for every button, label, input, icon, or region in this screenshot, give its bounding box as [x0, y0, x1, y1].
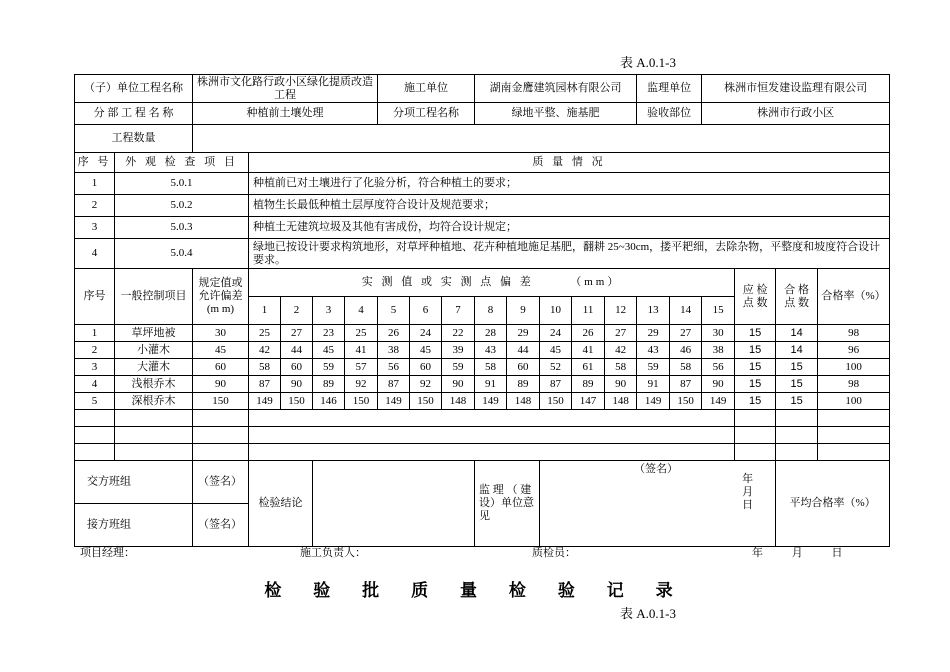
measure-row-no: 3	[75, 359, 115, 376]
footer	[80, 544, 870, 558]
measure-col-item: 一般控制项目	[115, 269, 193, 325]
measure-row-rate: 98	[818, 376, 890, 393]
appearance-col-no: 序 号	[75, 153, 115, 173]
date-day: 日	[742, 499, 754, 511]
handover-sign-cell	[193, 461, 249, 504]
avg-rate-label: 平均合格率（%）	[776, 461, 890, 547]
measured-value: 56	[702, 359, 735, 376]
measured-value: 45	[410, 342, 442, 359]
measure-row-no: 4	[75, 376, 115, 393]
measure-row-tolerance: 90	[193, 376, 249, 393]
point-no: 3	[313, 297, 345, 325]
measure-row-rate: 100	[818, 393, 890, 410]
acceptance-value: 株洲市行政小区	[702, 103, 890, 125]
technical-lead-label: 施工负责人：	[300, 547, 366, 559]
measured-value: 87	[540, 376, 572, 393]
measure-row-tolerance: 45	[193, 342, 249, 359]
measured-value: 92	[345, 376, 378, 393]
subitem-value: 绿地平整、施基肥	[475, 103, 637, 125]
measured-value: 91	[637, 376, 670, 393]
measure-row-item: 大灌木	[115, 359, 193, 376]
measure-row-no: 1	[75, 325, 115, 342]
point-no: 7	[442, 297, 475, 325]
measured-value: 87	[378, 376, 410, 393]
measured-value: 25	[345, 325, 378, 342]
supervisor-sign-date	[742, 473, 775, 512]
measured-value: 41	[345, 342, 378, 359]
measure-row-passed: 14	[776, 325, 818, 342]
appearance-col-item: 外 观 检 查 项 目	[115, 153, 249, 173]
subitem-label: 分项工程名称	[378, 103, 475, 125]
supervisor-opinion-cell	[540, 461, 776, 547]
measured-value: 38	[378, 342, 410, 359]
measured-value: 57	[345, 359, 378, 376]
measured-value: 23	[313, 325, 345, 342]
measure-row	[75, 359, 890, 376]
measure-row-tolerance: 150	[193, 393, 249, 410]
measured-value: 148	[507, 393, 540, 410]
division-label: 分 部 工 程 名 称	[75, 103, 193, 125]
measure-row-checked: 15	[735, 393, 776, 410]
measured-value: 39	[442, 342, 475, 359]
date-month: 月	[742, 486, 754, 498]
point-no: 9	[507, 297, 540, 325]
supervisor-value: 株洲市恒发建设监理有限公司	[702, 75, 890, 103]
measured-value: 24	[540, 325, 572, 342]
form-code: 表 A.0.1-3	[620, 606, 676, 621]
measured-value: 46	[670, 342, 702, 359]
quality-inspector-label: 质检员：	[532, 547, 576, 559]
measured-value: 90	[605, 376, 637, 393]
measure-row-checked: 15	[735, 342, 776, 359]
conclusion-value	[313, 461, 475, 547]
measured-value: 60	[507, 359, 540, 376]
appearance-row-no: 2	[75, 195, 115, 217]
measured-value: 90	[442, 376, 475, 393]
unit-project-label: （子）单位工程名称	[75, 75, 193, 103]
measured-value: 42	[249, 342, 281, 359]
division-value: 种植前土壤处理	[193, 103, 378, 125]
point-no: 4	[345, 297, 378, 325]
measured-value: 25	[249, 325, 281, 342]
point-no: 13	[637, 297, 670, 325]
point-no: 1	[249, 297, 281, 325]
measure-row-tolerance: 60	[193, 359, 249, 376]
point-no: 5	[378, 297, 410, 325]
measured-value: 42	[605, 342, 637, 359]
constructor-value: 湖南金鹰建筑园林有限公司	[475, 75, 637, 103]
measure-row-item: 深根乔木	[115, 393, 193, 410]
measured-value: 27	[605, 325, 637, 342]
appearance-row-no: 3	[75, 217, 115, 239]
handover-team-cell	[75, 461, 193, 504]
measured-value: 60	[410, 359, 442, 376]
appearance-row-item: 5.0.1	[115, 173, 249, 195]
measured-value: 43	[637, 342, 670, 359]
measured-value: 22	[442, 325, 475, 342]
measured-value: 59	[637, 359, 670, 376]
measured-value: 90	[281, 376, 313, 393]
measured-value: 150	[281, 393, 313, 410]
point-no: 8	[475, 297, 507, 325]
measured-value: 58	[605, 359, 637, 376]
supervisor-opinion-label: 监 理 （ 建 设）单位意见	[475, 461, 540, 547]
measured-value: 43	[475, 342, 507, 359]
measured-value: 148	[605, 393, 637, 410]
handover-sign-mark: （签名）	[198, 475, 242, 488]
unit-project-value: 株洲市文化路行政小区绿化提质改造工程	[193, 75, 378, 103]
measure-col-rate: 合格率（%）	[818, 269, 890, 325]
measured-value: 38	[702, 342, 735, 359]
measured-value: 150	[670, 393, 702, 410]
measured-value: 89	[572, 376, 605, 393]
measured-value: 146	[313, 393, 345, 410]
measure-row-item: 草坪地被	[115, 325, 193, 342]
measured-value: 61	[572, 359, 605, 376]
point-no: 12	[605, 297, 637, 325]
appearance-row-quality: 种植土无建筑垃圾及其他有害成份，均符合设计规定；	[249, 217, 890, 239]
receiver-team-label: 接方班组	[87, 518, 131, 531]
receiver-sign-mark: （签名）	[198, 518, 242, 531]
appearance-row-no: 1	[75, 173, 115, 195]
empty-row	[75, 427, 890, 444]
point-no: 6	[410, 297, 442, 325]
measured-value: 26	[572, 325, 605, 342]
measured-value: 24	[410, 325, 442, 342]
measure-row	[75, 342, 890, 359]
measured-value: 28	[475, 325, 507, 342]
measured-value: 89	[313, 376, 345, 393]
measured-value: 147	[572, 393, 605, 410]
quantity-label: 工程数量	[75, 125, 193, 153]
measure-row-passed: 15	[776, 393, 818, 410]
acceptance-label: 验收部位	[637, 103, 702, 125]
measured-value: 52	[540, 359, 572, 376]
measure-col-deviation: 实 测 值 或 实 测 点 偏 差 （mm）	[249, 269, 735, 297]
appearance-row-item: 5.0.3	[115, 217, 249, 239]
measured-value: 29	[507, 325, 540, 342]
measured-value: 149	[637, 393, 670, 410]
measured-value: 90	[702, 376, 735, 393]
measure-row-passed: 15	[776, 376, 818, 393]
measure-row-checked: 15	[735, 376, 776, 393]
measured-value: 59	[442, 359, 475, 376]
measure-row-item: 小灌木	[115, 342, 193, 359]
measure-row-checked: 15	[735, 359, 776, 376]
measured-value: 91	[475, 376, 507, 393]
measured-value: 58	[670, 359, 702, 376]
measure-row-no: 5	[75, 393, 115, 410]
quantity-value	[193, 125, 890, 153]
appearance-row-no: 4	[75, 239, 115, 269]
measure-row-item: 浅根乔木	[115, 376, 193, 393]
measure-col-tolerance: 规定值或允许偏差(m m)	[193, 269, 249, 325]
measured-value: 89	[507, 376, 540, 393]
appearance-row-quality: 种植前已对土壤进行了化验分析，符合种植土的要求；	[249, 173, 890, 195]
measure-row	[75, 393, 890, 410]
empty-row	[75, 410, 890, 427]
date-year: 年	[742, 473, 754, 485]
measured-value: 60	[281, 359, 313, 376]
measure-row-rate: 100	[818, 359, 890, 376]
measured-value: 58	[475, 359, 507, 376]
project-manager-label: 项目经理：	[80, 547, 135, 559]
measured-value: 56	[378, 359, 410, 376]
inspection-record-table	[74, 74, 890, 547]
measure-row-checked: 15	[735, 325, 776, 342]
form-code: 表 A.0.1-3	[620, 55, 676, 70]
measured-value: 45	[313, 342, 345, 359]
measured-value: 27	[670, 325, 702, 342]
point-no: 2	[281, 297, 313, 325]
measured-value: 59	[313, 359, 345, 376]
measured-value: 29	[637, 325, 670, 342]
measure-col-points: 应 检 点 数	[735, 269, 776, 325]
measured-value: 27	[281, 325, 313, 342]
receiver-sign-cell	[193, 504, 249, 547]
measured-value: 41	[572, 342, 605, 359]
measured-value: 87	[670, 376, 702, 393]
point-no: 14	[670, 297, 702, 325]
measured-value: 44	[507, 342, 540, 359]
conclusion-label: 检验结论	[249, 461, 313, 547]
appearance-row-item: 5.0.4	[115, 239, 249, 269]
appearance-row-item: 5.0.2	[115, 195, 249, 217]
measured-value: 149	[475, 393, 507, 410]
measure-col-pass-points: 合 格 点 数	[776, 269, 818, 325]
appearance-row-quality: 植物生长最低种植土层厚度符合设计及规范要求；	[249, 195, 890, 217]
measure-col-no: 序号	[75, 269, 115, 325]
measure-row	[75, 325, 890, 342]
constructor-label: 施工单位	[378, 75, 475, 103]
measured-value: 44	[281, 342, 313, 359]
measured-value: 149	[702, 393, 735, 410]
measure-row	[75, 376, 890, 393]
measured-value: 92	[410, 376, 442, 393]
measure-rows	[75, 325, 890, 410]
empty-row	[75, 444, 890, 461]
measured-value: 26	[378, 325, 410, 342]
footer-date: 年 月 日	[752, 547, 843, 559]
appearance-col-quality: 质 量 情 况	[249, 153, 890, 173]
measure-row-rate: 96	[818, 342, 890, 359]
measure-row-passed: 14	[776, 342, 818, 359]
supervisor-label: 监理单位	[637, 75, 702, 103]
measured-value: 149	[378, 393, 410, 410]
appearance-row-quality: 绿地已按设计要求构筑地形，对草坪种植地、花卉种植地施足基肥，翻耕 25~30cm，搂平耙细，去除杂物，平整度和坡度符合设计要求。	[249, 239, 890, 269]
measured-value: 150	[345, 393, 378, 410]
measured-value: 45	[540, 342, 572, 359]
measured-value: 149	[249, 393, 281, 410]
measured-value: 30	[702, 325, 735, 342]
receiver-team-cell	[75, 504, 193, 547]
measure-row-no: 2	[75, 342, 115, 359]
point-no: 15	[702, 297, 735, 325]
measured-value: 150	[410, 393, 442, 410]
measured-value: 87	[249, 376, 281, 393]
point-no: 10	[540, 297, 572, 325]
measure-row-rate: 98	[818, 325, 890, 342]
measure-row-passed: 15	[776, 359, 818, 376]
measure-row-tolerance: 30	[193, 325, 249, 342]
measured-value: 150	[540, 393, 572, 410]
measured-value: 58	[249, 359, 281, 376]
point-no: 11	[572, 297, 605, 325]
handover-team-label: 交方班组	[87, 475, 131, 488]
measured-value: 148	[442, 393, 475, 410]
supervisor-sign-mark: （签名）	[634, 463, 679, 475]
page-title: 检 验 批 质 量 检 验 记 录	[264, 581, 686, 601]
